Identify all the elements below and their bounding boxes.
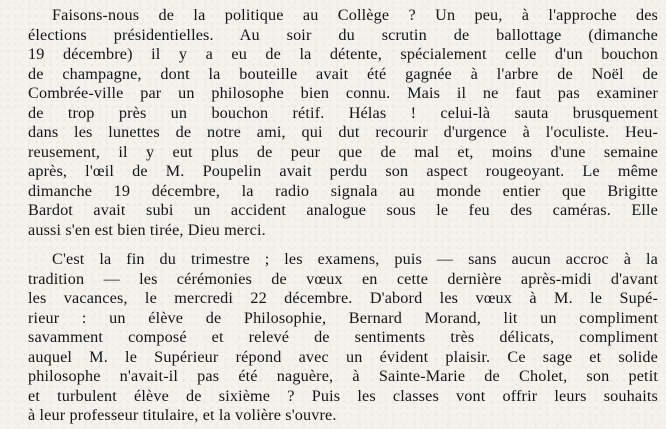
text-line: philosophe n'avait-il pas été naguère, à Sainte-Marie de Cholet, son petit (28, 367, 658, 385)
text-line: auquel M. le Supérieur répond avec un évident plaisir. Ce sage et solide (28, 347, 658, 366)
text-line: aussi s'en est bien tirée, Dieu merci. (28, 220, 266, 239)
text-line: Faisons-nous de la politique au Collège ? Un peu, à l'approche des (52, 6, 658, 24)
document-body (28, 6, 658, 426)
text-line: de champagne, dont la bouteille avait été gagnée à l'arbre de Noël de (28, 64, 658, 83)
text-line: tradition — les cérémonies de vœux en cette dernière après-midi d'avant (28, 269, 658, 288)
text-line: savamment composé et relevé de sentiments très délicats, compliment (28, 328, 658, 346)
text-line: à leur professeur titulaire, et la volière s'ouvre. (28, 406, 337, 424)
text-line: 19 décembre) il y a eu de la détente, spécialement celle d'un bouchon (28, 45, 658, 63)
text-line: dans les lunettes de notre ami, qui dut recourir d'urgence à l'oculiste. Heu- (28, 123, 658, 141)
text-line: élections présidentielles. Au soir du scrutin de ballottage (dimanche (28, 25, 658, 44)
paragraph-1 (28, 6, 658, 240)
text-line: et turbulent élève de sixième ? Puis les classes vont offrir leurs souhaits (28, 386, 658, 405)
text-line: Combrée-ville par un philosophe bien connu. Mais il ne faut pas examiner (28, 84, 658, 102)
text-line: C'est la fin du trimestre ; les examens, puis — sans aucun accroc à la (52, 250, 658, 268)
paragraph-2 (28, 250, 658, 426)
text-line: rieur : un élève de Philosophie, Bernard Morand, lit un compliment (28, 308, 658, 327)
text-line: Bardot avait subi un accident analogue sous le feu des caméras. Elle (28, 201, 658, 219)
text-line: reusement, il y eut plus de peur que de mal et, moins d'une semaine (28, 142, 658, 161)
paragraph-gap (28, 240, 658, 250)
text-line: dimanche 19 décembre, la radio signala au monde entier que Brigitte (28, 181, 658, 200)
text-line: les vacances, le mercredi 22 décembre. D'abord les vœux à M. le Supé- (28, 289, 658, 307)
text-line: de trop près un bouchon rétif. Hélas ! celui-là sauta brusquement (28, 103, 658, 122)
text-line: après, l'œil de M. Poupelin avait perdu son aspect rougeoyant. Le même (28, 162, 658, 180)
